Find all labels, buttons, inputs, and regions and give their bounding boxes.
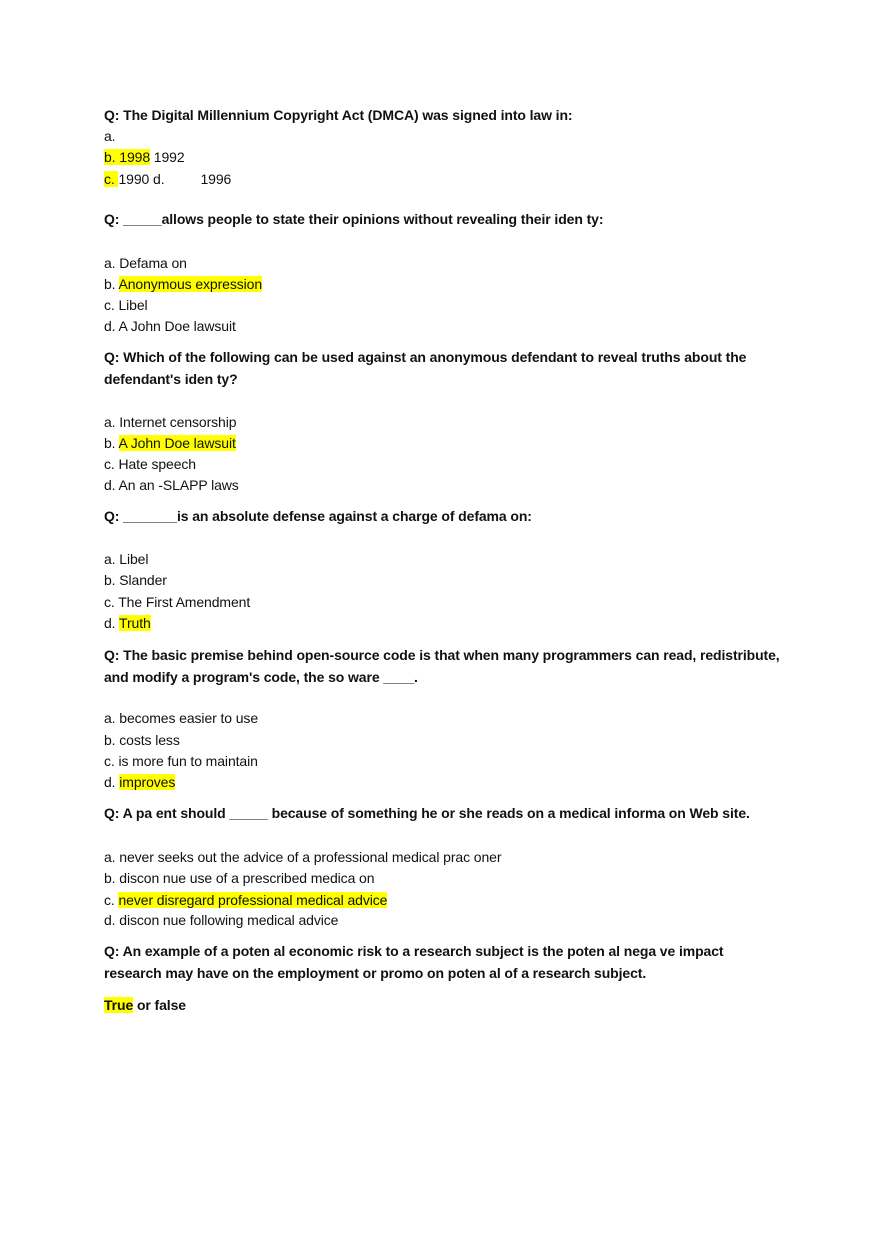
q6-option-c-prefix: c. [104, 892, 119, 908]
highlighted-answer: improves [119, 774, 176, 790]
highlighted-answer: never disregard professional medical advice [118, 892, 388, 908]
q3-option-d: d. An an -SLAPP laws [104, 477, 239, 493]
q3-option-b [104, 434, 236, 452]
q5-option-b: b. costs less [104, 732, 180, 748]
q4-option-b: b. Slander [104, 572, 167, 588]
q6-option-b: b. discon nue use of a prescribed medica on [104, 870, 375, 886]
highlighted-answer: Anonymous expression [118, 276, 263, 292]
q5-option-d-prefix: d. [104, 774, 120, 790]
q1-line-3-a: 1990 d. [118, 171, 165, 187]
q2-option-c: c. Libel [104, 297, 148, 313]
q5-option-c: c. is more fun to maintain [104, 753, 258, 769]
q3-option-b-prefix: b. [104, 435, 119, 451]
q2-option-b-prefix: b. [104, 276, 119, 292]
highlighted-answer: True [104, 997, 134, 1013]
q1-line-2-rest: 1992 [150, 149, 185, 165]
q1-line-1: a. [104, 128, 116, 144]
q4-option-d [104, 614, 151, 632]
question-1: Q: The Digital Millennium Copyright Act (DMCA) was signed into law in: [104, 107, 573, 123]
highlighted-answer: c. [104, 171, 119, 187]
q6-option-a: a. never seeks out the advice of a professional medical prac oner [104, 849, 502, 865]
q5-option-a: a. becomes easier to use [104, 710, 259, 726]
q7-answer-rest: or false [133, 997, 186, 1013]
q6-option-c [104, 891, 387, 909]
highlighted-answer: A John Doe lawsuit [118, 435, 236, 451]
q1-line-2 [104, 148, 185, 166]
q2-option-a: a. Defama on [104, 255, 187, 271]
q7-answer-line [104, 994, 784, 1016]
question-6: Q: A pa ent should _____ because of something he or she reads on a medical informa on Web site. [104, 805, 750, 821]
question-7: Q: An example of a poten al economic risk to a research subject is the poten al nega ve impact research may have on the employment or promo on poten al of a research subject. [104, 943, 724, 981]
q4-option-a: a. Libel [104, 551, 149, 567]
q4-option-c: c. The First Amendment [104, 594, 251, 610]
q3-option-a: a. Internet censorship [104, 414, 237, 430]
question-4: Q: _______is an absolute defense against a charge of defama on: [104, 508, 532, 524]
q2-option-d: d. A John Doe lawsuit [104, 318, 236, 334]
question-5: Q: The basic premise behind open-source code is that when many programmers can read, redistribute, and modify a program's code, the so ware ____. [104, 647, 780, 685]
highlighted-answer: Truth [119, 615, 151, 631]
q6-option-d: d. discon nue following medical advice [104, 912, 339, 928]
q5-option-d [104, 773, 175, 791]
q3-option-c: c. Hate speech [104, 456, 196, 472]
question-2: Q: _____allows people to state their opinions without revealing their iden ty: [104, 211, 604, 227]
q4-option-d-prefix: d. [104, 615, 120, 631]
q1-line-3-b: 1996 [200, 171, 232, 187]
question-3: Q: Which of the following can be used against an anonymous defendant to reveal truths about the defendant's iden ty? [104, 349, 747, 387]
q1-line-3 [104, 170, 231, 188]
highlighted-answer: b. 1998 [104, 149, 151, 165]
q2-option-b [104, 275, 262, 293]
